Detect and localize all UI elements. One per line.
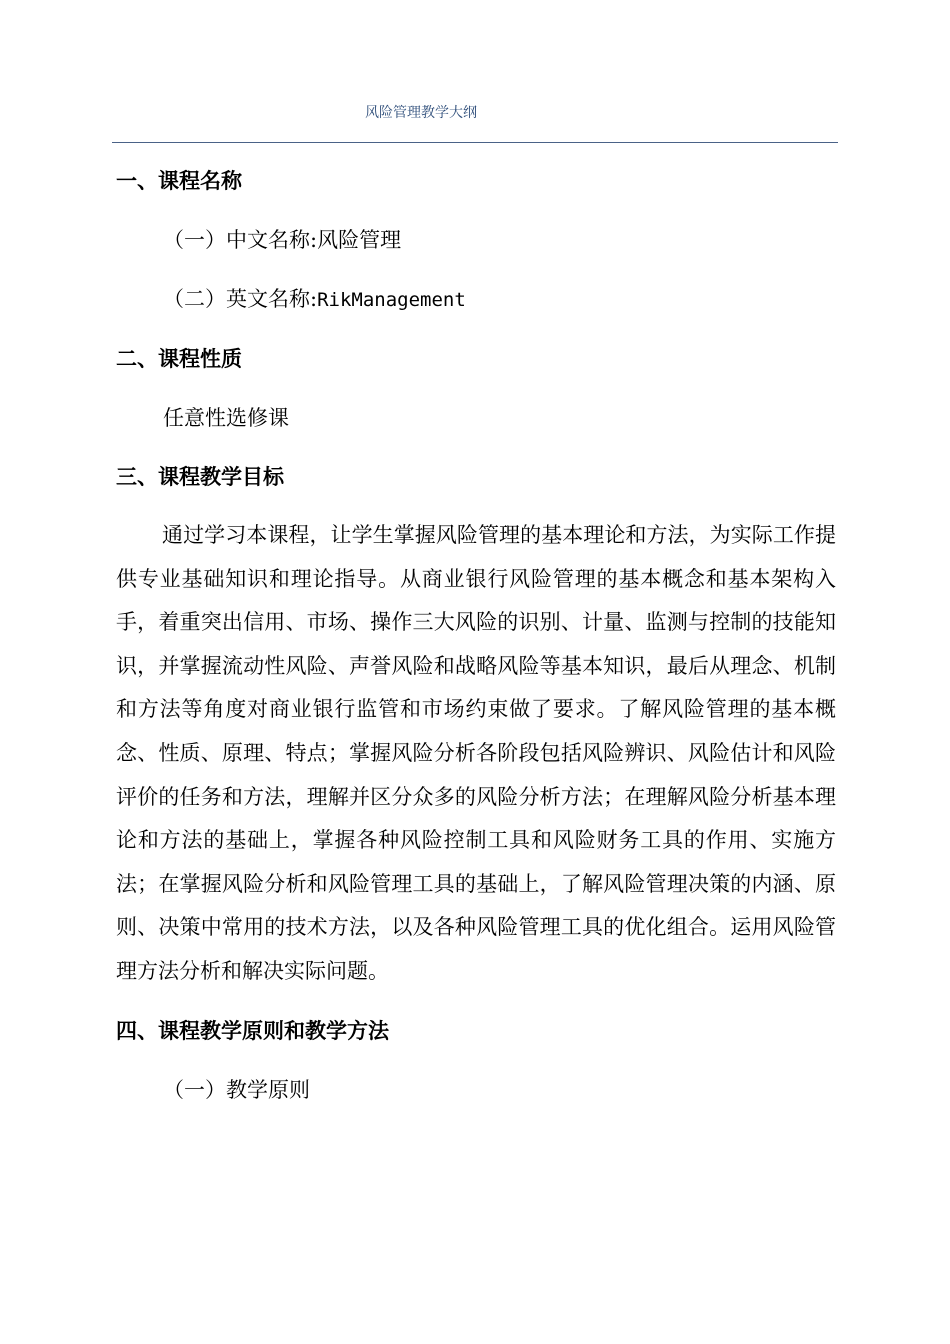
course-nature-text: 任意性选修课: [163, 406, 289, 430]
header-divider: [112, 142, 838, 143]
teaching-principles-subheading: （一）教学原则: [163, 1078, 310, 1102]
course-name-chinese: （一）中文名称:风险管理: [163, 228, 402, 252]
document-header-title: 风险管理教学大纲: [365, 105, 477, 121]
section-heading-teaching-objectives: 三、课程教学目标: [116, 465, 284, 489]
course-name-english-value: RikManagement: [317, 289, 466, 311]
section-heading-teaching-principles-methods: 四、课程教学原则和教学方法: [116, 1019, 389, 1043]
course-name-english: [163, 285, 466, 314]
teaching-objectives-paragraph: 通过学习本课程，让学生掌握风险管理的基本理论和方法，为实际工作提供专业基础知识和理论指导。从商业银行风险管理的基本概念和基本架构入手，着重突出信用、市场、操作三大风险的识别、计量、监测与控制的技能知识，并掌握流动性风险、声誉风险和战略风险等基本知识，最后从理念、机制和方法等角度对商业银行监管和市场约束做了要求。了解风险管理的基本概念、性质、原理、特点；掌握风险分析各阶段包括风险辨识、风险估计和风险评价的任务和方法，理解并区分众多的风险分析方法；在理解风险分析基本理论和方法的基础上，掌握各种风险控制工具和风险财务工具的作用、实施方法；在掌握风险分析和风险管理工具的基础上，了解风险管理决策的内涵、原则、决策中常用的技术方法，以及各种风险管理工具的优化组合。运用风险管理方法分析和解决实际问题。: [116, 523, 836, 983]
section-heading-course-name: 一、课程名称: [116, 169, 242, 193]
course-name-english-prefix: （二）英文名称:: [163, 287, 318, 311]
section-heading-course-nature: 二、课程性质: [116, 347, 242, 371]
